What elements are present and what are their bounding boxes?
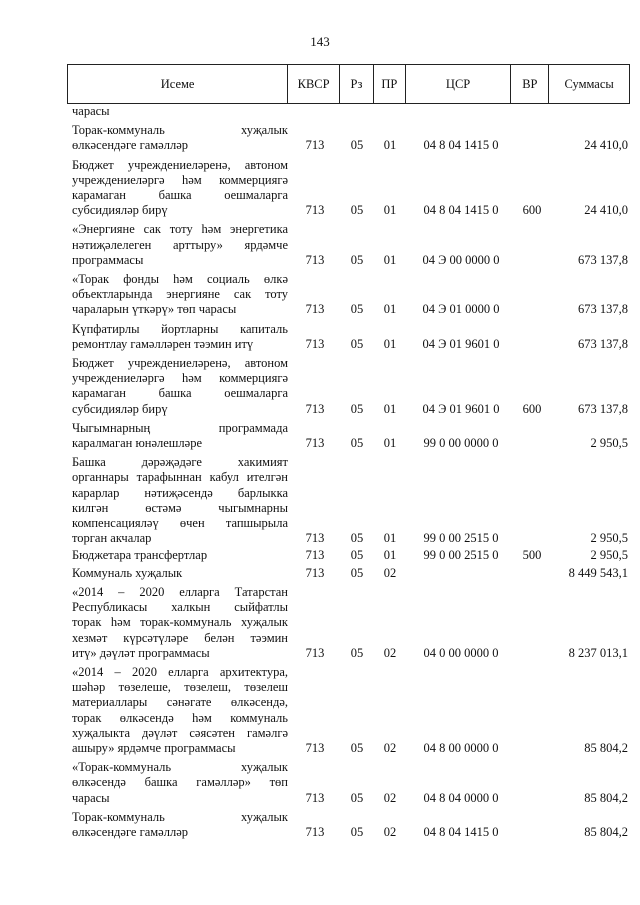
row-name	[72, 566, 288, 581]
row-rz: 05	[350, 824, 364, 839]
row-name-line: «2014 – 2020 елларга Татарстан	[72, 584, 288, 599]
row-kvsr: 713	[305, 138, 325, 153]
row-pr: 01	[383, 531, 397, 546]
row-kvsr: 713	[305, 436, 325, 451]
row-sum: 24 410,0	[584, 138, 628, 153]
row-name-line: карамаган башка оешмаларга	[72, 188, 288, 203]
row-name-line: чарасы	[72, 104, 110, 118]
row-pr: 01	[383, 548, 397, 563]
table-row	[72, 158, 628, 219]
table-row	[72, 760, 628, 806]
row-pr: 01	[383, 436, 397, 451]
row-pr: 01	[383, 203, 397, 218]
row-name	[72, 158, 288, 219]
row-name	[72, 810, 288, 840]
header-rz: Рз	[339, 65, 373, 103]
row-sum: 673 137,8	[578, 336, 628, 351]
table-row	[72, 455, 628, 546]
row-name-line: программасы	[72, 252, 144, 267]
row-rz: 05	[350, 565, 364, 580]
row-name-line: итү» дәүләт программасы	[72, 645, 210, 660]
row-name-line: «Торак фонды һәм социаль өлкә	[72, 272, 288, 287]
row-pr: 01	[383, 252, 397, 267]
row-name-line: торак өлкәсендә һәм коммуналь	[72, 710, 288, 725]
row-pr: 01	[383, 336, 397, 351]
row-name-line: нәтиҗәлелеген арттыру» ярдәмче	[72, 237, 288, 252]
row-name-line: учреждениеләргә һәм коммерциягә	[72, 371, 288, 386]
row-name-line: шәһәр төзелеше, төзелеш, төзелеш	[72, 680, 288, 695]
row-name-line: компенсацияләү өчен тапшырыла	[72, 516, 288, 531]
row-name	[72, 356, 288, 417]
table-row	[72, 665, 628, 756]
row-kvsr: 713	[305, 565, 325, 580]
row-sum: 2 950,5	[590, 531, 628, 546]
row-rz: 05	[350, 531, 364, 546]
row-name-line: хуҗалыкта дәүләт сәясәтен гамәлгә	[72, 725, 288, 740]
row-kvsr: 713	[305, 824, 325, 839]
row-sum: 8 237 013,1	[568, 645, 628, 660]
row-name-line: килгән өстәмә чыгымнарны	[72, 500, 288, 515]
row-csr: 04 Э 00 0000 0	[422, 252, 500, 267]
row-rz: 05	[350, 138, 364, 153]
row-name	[72, 222, 288, 268]
table-row	[72, 272, 628, 318]
row-name	[72, 548, 288, 563]
row-name-line: өлкәсендә башка гамәлләр» төп	[72, 775, 288, 790]
row-name-line: Чыгымнарның программада	[72, 420, 288, 435]
row-csr: 04 8 00 0000 0	[423, 740, 499, 755]
row-name-line: Бюджетара трансфертлар	[72, 548, 208, 563]
row-pr: 01	[383, 138, 397, 153]
row-sum: 8 449 543,1	[568, 565, 628, 580]
row-name-line: Коммуналь хуҗалык	[72, 565, 183, 580]
row-name-line: өлкәсендәге гамәлләр	[72, 138, 188, 153]
row-sum: 673 137,8	[578, 302, 628, 317]
table-row	[72, 356, 628, 417]
row-kvsr: 713	[305, 740, 325, 755]
row-csr: 04 8 04 1415 0	[423, 824, 499, 839]
row-rz: 05	[350, 336, 364, 351]
row-name-line: субсидияләр бирү	[72, 401, 168, 416]
row-csr: 04 8 04 0000 0	[423, 790, 499, 805]
row-kvsr: 713	[305, 790, 325, 805]
row-name	[72, 123, 288, 153]
row-rz: 05	[350, 401, 364, 416]
row-name	[72, 455, 288, 546]
row-kvsr: 713	[305, 302, 325, 317]
row-name	[72, 665, 288, 756]
row-name-line: материаллары сәнәгате өлкәсендә,	[72, 695, 288, 710]
row-rz: 05	[350, 790, 364, 805]
row-sum: 2 950,5	[590, 548, 628, 563]
row-name-line: торган акчалар	[72, 531, 152, 546]
row-vr: 600	[522, 203, 542, 218]
table-row	[72, 566, 628, 581]
row-name	[72, 272, 288, 318]
row-name-line: хезмәт күрсәтүләре белән тәэмин	[72, 630, 288, 645]
row-pr: 01	[383, 302, 397, 317]
row-name-line: Бюджет учреждениеләренә, автоном	[72, 157, 288, 172]
row-csr: 04 Э 01 9601 0	[422, 401, 500, 416]
row-pr: 02	[383, 740, 397, 755]
row-kvsr: 713	[305, 203, 325, 218]
row-csr: 04 Э 01 0000 0	[422, 302, 500, 317]
row-name-line: чарасы	[72, 790, 110, 805]
row-kvsr: 713	[305, 645, 325, 660]
row-sum: 85 804,2	[584, 824, 628, 839]
row-name	[72, 322, 288, 352]
row-rz: 05	[350, 548, 364, 563]
row-rz: 05	[350, 740, 364, 755]
row-csr: 99 0 00 0000 0	[423, 436, 499, 451]
header-vr: ВР	[510, 65, 548, 103]
row-pr: 02	[383, 565, 397, 580]
row-name-line: «Торак-коммуналь хуҗалык	[72, 760, 288, 775]
row-name	[72, 760, 288, 806]
table-row	[72, 548, 628, 563]
table-row	[72, 123, 628, 153]
row-name	[72, 104, 288, 119]
row-name-line: объектларында энергияне сак тоту	[72, 287, 288, 302]
row-sum: 673 137,8	[578, 252, 628, 267]
row-csr: 99 0 00 2515 0	[423, 548, 499, 563]
row-rz: 05	[350, 252, 364, 267]
row-name-line: өлкәсендәге гамәлләр	[72, 824, 188, 839]
row-name-line: Торак-коммуналь хуҗалык	[72, 809, 288, 824]
row-name-line: Башка дәрәҗәдәге хакимият	[72, 455, 288, 470]
row-csr: 04 0 00 0000 0	[423, 645, 499, 660]
row-sum: 85 804,2	[584, 740, 628, 755]
row-name-line: органнары тарафыннан кабул ителгән	[72, 470, 288, 485]
row-csr: 04 8 04 1415 0	[423, 203, 499, 218]
row-name-line: Торак-коммуналь хуҗалык	[72, 123, 288, 138]
row-vr: 600	[522, 401, 542, 416]
row-csr: 04 Э 01 9601 0	[422, 336, 500, 351]
row-name-line: Күпфатирлы йортларны капиталь	[72, 321, 288, 336]
row-name-line: карамаган башка оешмаларга	[72, 386, 288, 401]
row-sum: 2 950,5	[590, 436, 628, 451]
header-sum: Суммасы	[548, 65, 629, 103]
row-rz: 05	[350, 203, 364, 218]
row-name-line: «2014 – 2020 елларга архитектура,	[72, 664, 288, 679]
row-pr: 02	[383, 824, 397, 839]
row-kvsr: 713	[305, 252, 325, 267]
row-rz: 05	[350, 302, 364, 317]
row-name	[72, 585, 288, 661]
row-name-line: «Энергияне сак тоту һәм энергетика	[72, 222, 288, 237]
row-name-line: чараларын үткәрү» төп чарасы	[72, 302, 237, 317]
table-row	[72, 222, 628, 268]
table-row	[72, 421, 628, 451]
row-kvsr: 713	[305, 531, 325, 546]
table-row	[72, 810, 628, 840]
row-sum: 673 137,8	[578, 401, 628, 416]
row-rz: 05	[350, 645, 364, 660]
row-name-line: учреждениеләргә һәм коммерциягә	[72, 172, 288, 187]
header-csr: ЦСР	[405, 65, 511, 103]
page-number: 143	[310, 34, 330, 49]
header-kvsr: КВСР	[287, 65, 339, 103]
row-pr: 02	[383, 790, 397, 805]
row-sum: 85 804,2	[584, 790, 628, 805]
row-sum: 24 410,0	[584, 203, 628, 218]
table-row	[72, 104, 628, 119]
row-name-line: карарлар нәтиҗәсендә барлыкка	[72, 485, 288, 500]
row-name-line: субсидияләр бирү	[72, 203, 168, 218]
header-pr: ПР	[373, 65, 405, 103]
row-pr: 02	[383, 645, 397, 660]
row-name-line: Бюджет учреждениеләренә, автоном	[72, 356, 288, 371]
table-row	[72, 585, 628, 661]
row-name-line: Республикасы халкын сыйфатлы	[72, 600, 288, 615]
row-name	[72, 421, 288, 451]
row-kvsr: 713	[305, 548, 325, 563]
row-name-line: торак һәм торак-коммуналь хуҗалык	[72, 615, 288, 630]
row-name-line: ремонтлау гамәлләрен тәэмин итү	[72, 336, 254, 351]
row-name-line: ашыру» ярдәмче программасы	[72, 740, 236, 755]
row-kvsr: 713	[305, 401, 325, 416]
row-name-line: каралмаган юнәлешләре	[72, 436, 203, 451]
row-csr: 04 8 04 1415 0	[423, 138, 499, 153]
row-pr: 01	[383, 401, 397, 416]
table-header	[67, 64, 630, 104]
row-kvsr: 713	[305, 336, 325, 351]
table-row	[72, 322, 628, 352]
table-body	[72, 104, 628, 840]
row-csr: 99 0 00 2515 0	[423, 531, 499, 546]
row-vr: 500	[522, 548, 542, 563]
row-rz: 05	[350, 436, 364, 451]
header-name: Исеме	[160, 76, 195, 91]
